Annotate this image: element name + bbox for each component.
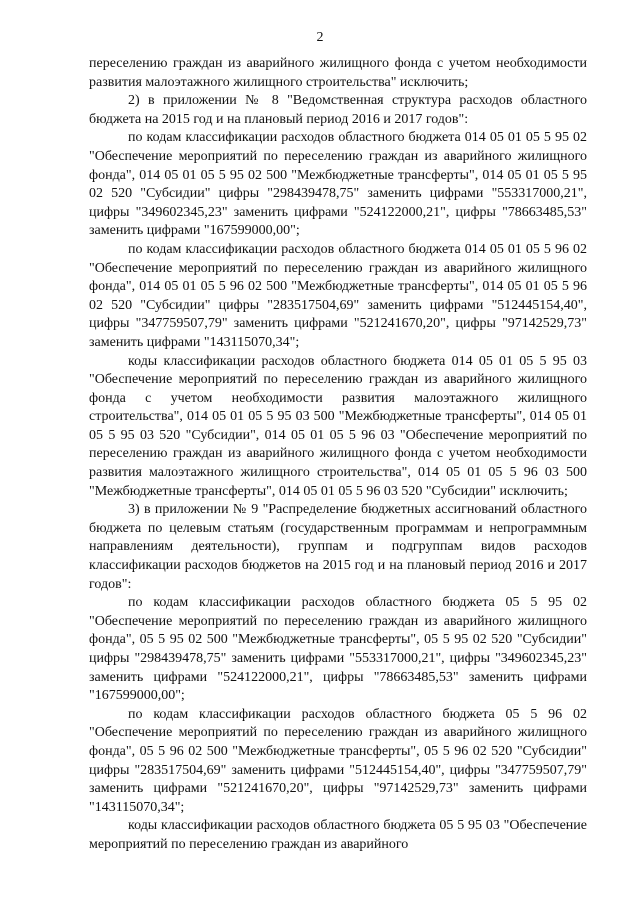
paragraph-item-3: 3) в приложении № 9 "Распределение бюджетных ассигнований областного бюджета по целевым статьям (государственным программам и непрограммным направлениям деятельности), группам и подгруппам видов расходов классификации расходов бюджетов на 2015 год и на плановый период 2016 и 2017 годов": — [89, 502, 587, 592]
paragraph-codes-014-5-95-02: по кодам классификации расходов областного бюджета 014 05 01 05 5 95 02 "Обеспечение мероприятий по переселению граждан из аварийного жилищного фонда", 014 05 01 05 5 95 02 500 "Межбюджетные трансферты", 014 05 01 05 5 95 02 520 "Субсидии" цифры "298439478,75" заменить цифрами "553317000,21", цифры "349602345,23" заменить цифрами "524122000,21", цифры "78663485,53" заменить цифрами "167599000,00"; — [89, 130, 587, 239]
document-body — [89, 55, 587, 855]
paragraph-continuation: переселению граждан из аварийного жилищного фонда с учетом необходимости развития малоэтажного жилищного строительства" исключить; — [89, 56, 587, 90]
paragraph-codes-5-96-02: по кодам классификации расходов областного бюджета 05 5 96 02 "Обеспечение мероприятий по переселению граждан из аварийного жилищного фонда", 05 5 96 02 500 "Межбюджетные трансферты", 05 5 96 02 520 "Субсидии" цифры "283517504,69" заменить цифрами "512445154,40", цифры "347759507,79" заменить цифрами "521241670,20", цифры "97142529,73" заменить цифрами "143115070,34"; — [89, 706, 587, 815]
paragraph-codes-5-95-02: по кодам классификации расходов областного бюджета 05 5 95 02 "Обеспечение мероприятий по переселению граждан из аварийного жилищного фонда", 05 5 95 02 500 "Межбюджетные трансферты", 05 5 95 02 520 "Субсидии" цифры "298439478,75" заменить цифрами "553317000,21", цифры "349602345,23" заменить цифрами "524122000,21", цифры "78663485,53" заменить цифрами "167599000,00"; — [89, 595, 587, 704]
paragraph-item-2: 2) в приложении № 8 "Ведомственная структура расходов областного бюджета на 2015 год и на плановый период 2016 и 2017 годов": — [89, 93, 587, 127]
paragraph-codes-5-95-03: коды классификации расходов областного бюджета 05 5 95 03 "Обеспечение мероприятий по переселению граждан из аварийного — [89, 818, 587, 852]
page-number: 2 — [316, 30, 324, 45]
paragraph-codes-014-5-96-02: по кодам классификации расходов областного бюджета 014 05 01 05 5 96 02 "Обеспечение мероприятий по переселению граждан из аварийного жилищного фонда", 014 05 01 05 5 96 02 500 "Межбюджетные трансферты", 014 05 01 05 5 96 02 520 "Субсидии" цифры "283517504,69" заменить цифрами "512445154,40", цифры "347759507,79" заменить цифрами "521241670,20", цифры "97142529,73" заменить цифрами "143115070,34"; — [89, 241, 587, 350]
paragraph-codes-014-exclude: коды классификации расходов областного бюджета 014 05 01 05 5 95 03 "Обеспечение мероприятий по переселению граждан из аварийного жилищного фонда с учетом необходимости развития малоэтажного жилищного строительства", 014 05 01 05 5 95 03 500 "Межбюджетные трансферты", 014 05 01 05 5 95 03 520 "Субсидии", 014 05 01 05 5 96 03 "Обеспечение мероприятий по переселению граждан из аварийного жилищного фонда с учетом необходимости развития малоэтажного жилищного строительства", 014 05 01 05 5 96 03 500 "Межбюджетные трансферты", 014 05 01 05 5 96 03 520 "Субсидии" исключить; — [89, 353, 587, 499]
